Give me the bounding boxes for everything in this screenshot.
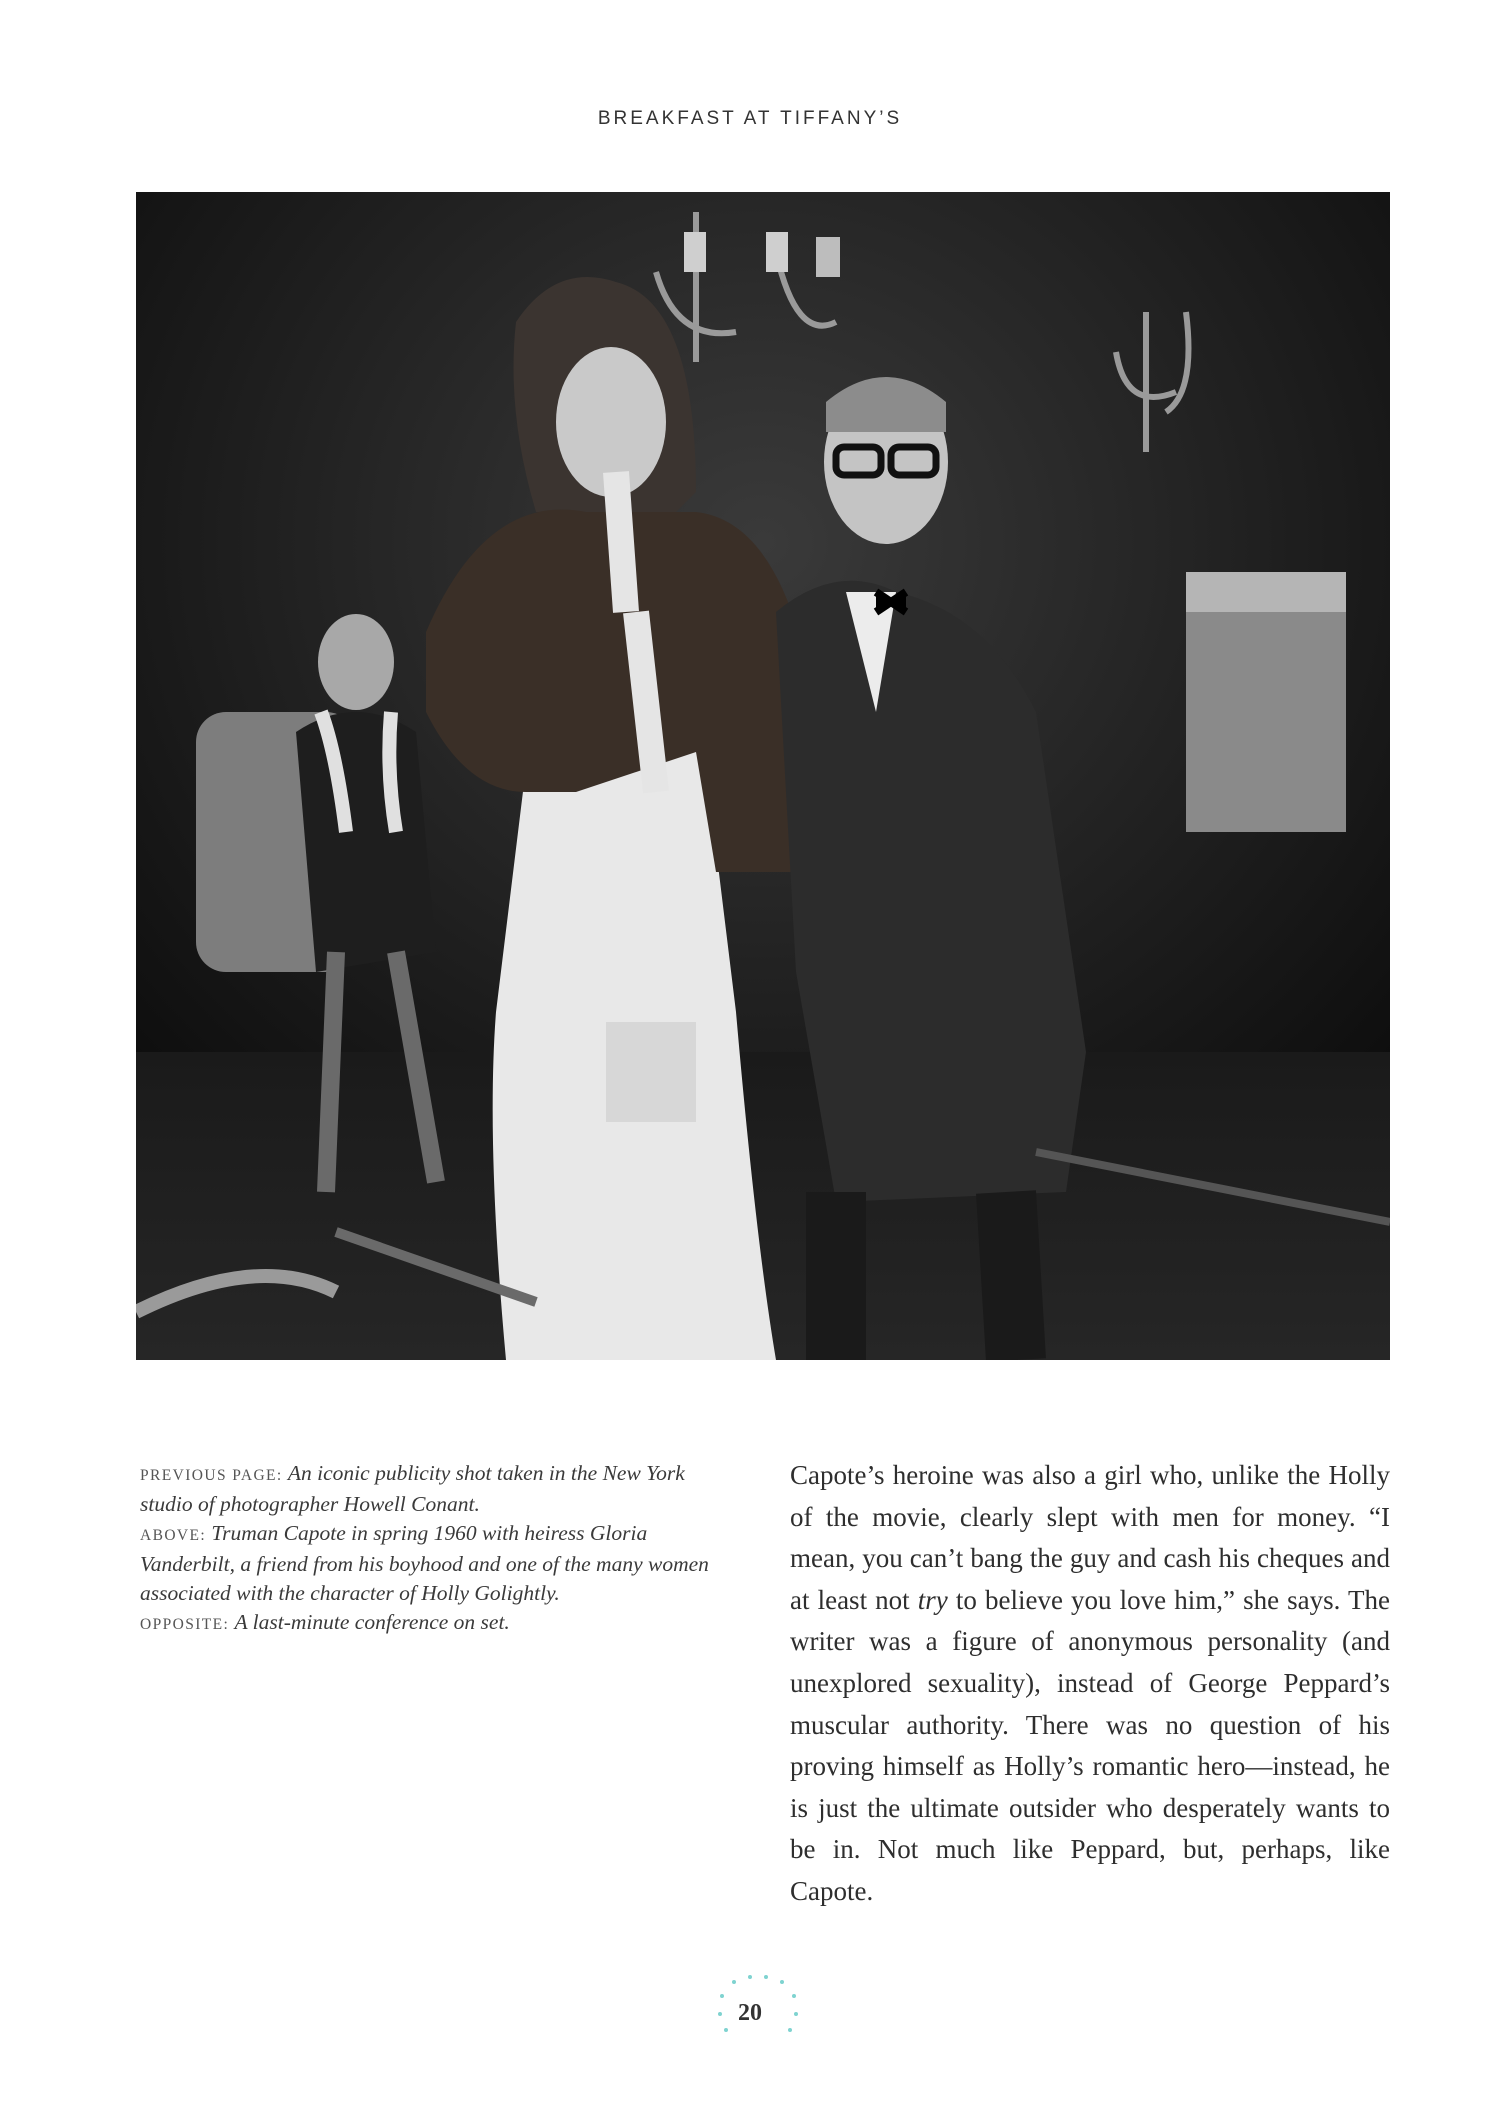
- page-number: 20: [738, 2000, 762, 2026]
- caption-label: ABOVE:: [140, 1527, 207, 1544]
- body-paragraph: [790, 1455, 1390, 1913]
- caption-entry: [140, 1608, 740, 1639]
- body-text-end: to believe you love him,” she says. The writer was a figure of anonymous personality (and unexplored sexuality), instead of George Peppard’s muscular authority. There was no question of his proving himself as Holly’s romantic hero—instead, he is just the ultimate outsider who desperately wants to be in. Not much like Peppard, but, perhaps, like Capote.: [790, 1584, 1390, 1906]
- running-head: BREAKFAST AT TIFFANY’S: [597, 108, 903, 129]
- photo-caption: [140, 1459, 740, 1639]
- caption-text: An iconic publicity shot taken in the New York studio of photographer Howell Conant.: [140, 1461, 685, 1516]
- caption-entry: [140, 1459, 740, 1519]
- caption-label: PREVIOUS PAGE:: [140, 1467, 283, 1484]
- body-text-start: Capote’s heroine was also a girl who, unlike the Holly of the movie, clearly slept with men for money. “I mean, you can’t bang the guy and cash his cheques and at least not: [790, 1460, 1390, 1615]
- caption-entry: [140, 1519, 740, 1608]
- body-text: [790, 1455, 1390, 1913]
- caption-text: A last-minute conference on set.: [234, 1610, 510, 1634]
- photo-illustration: [136, 192, 1390, 1360]
- body-emphasis: try: [917, 1584, 948, 1615]
- caption-text: Truman Capote in spring 1960 with heiress Gloria Vanderbilt, a friend from his boyhood and one of the many women associated with the character of Holly Golightly.: [140, 1521, 709, 1605]
- photo-capote-vanderbilt: [136, 192, 1390, 1360]
- caption-label: OPPOSITE:: [140, 1616, 230, 1633]
